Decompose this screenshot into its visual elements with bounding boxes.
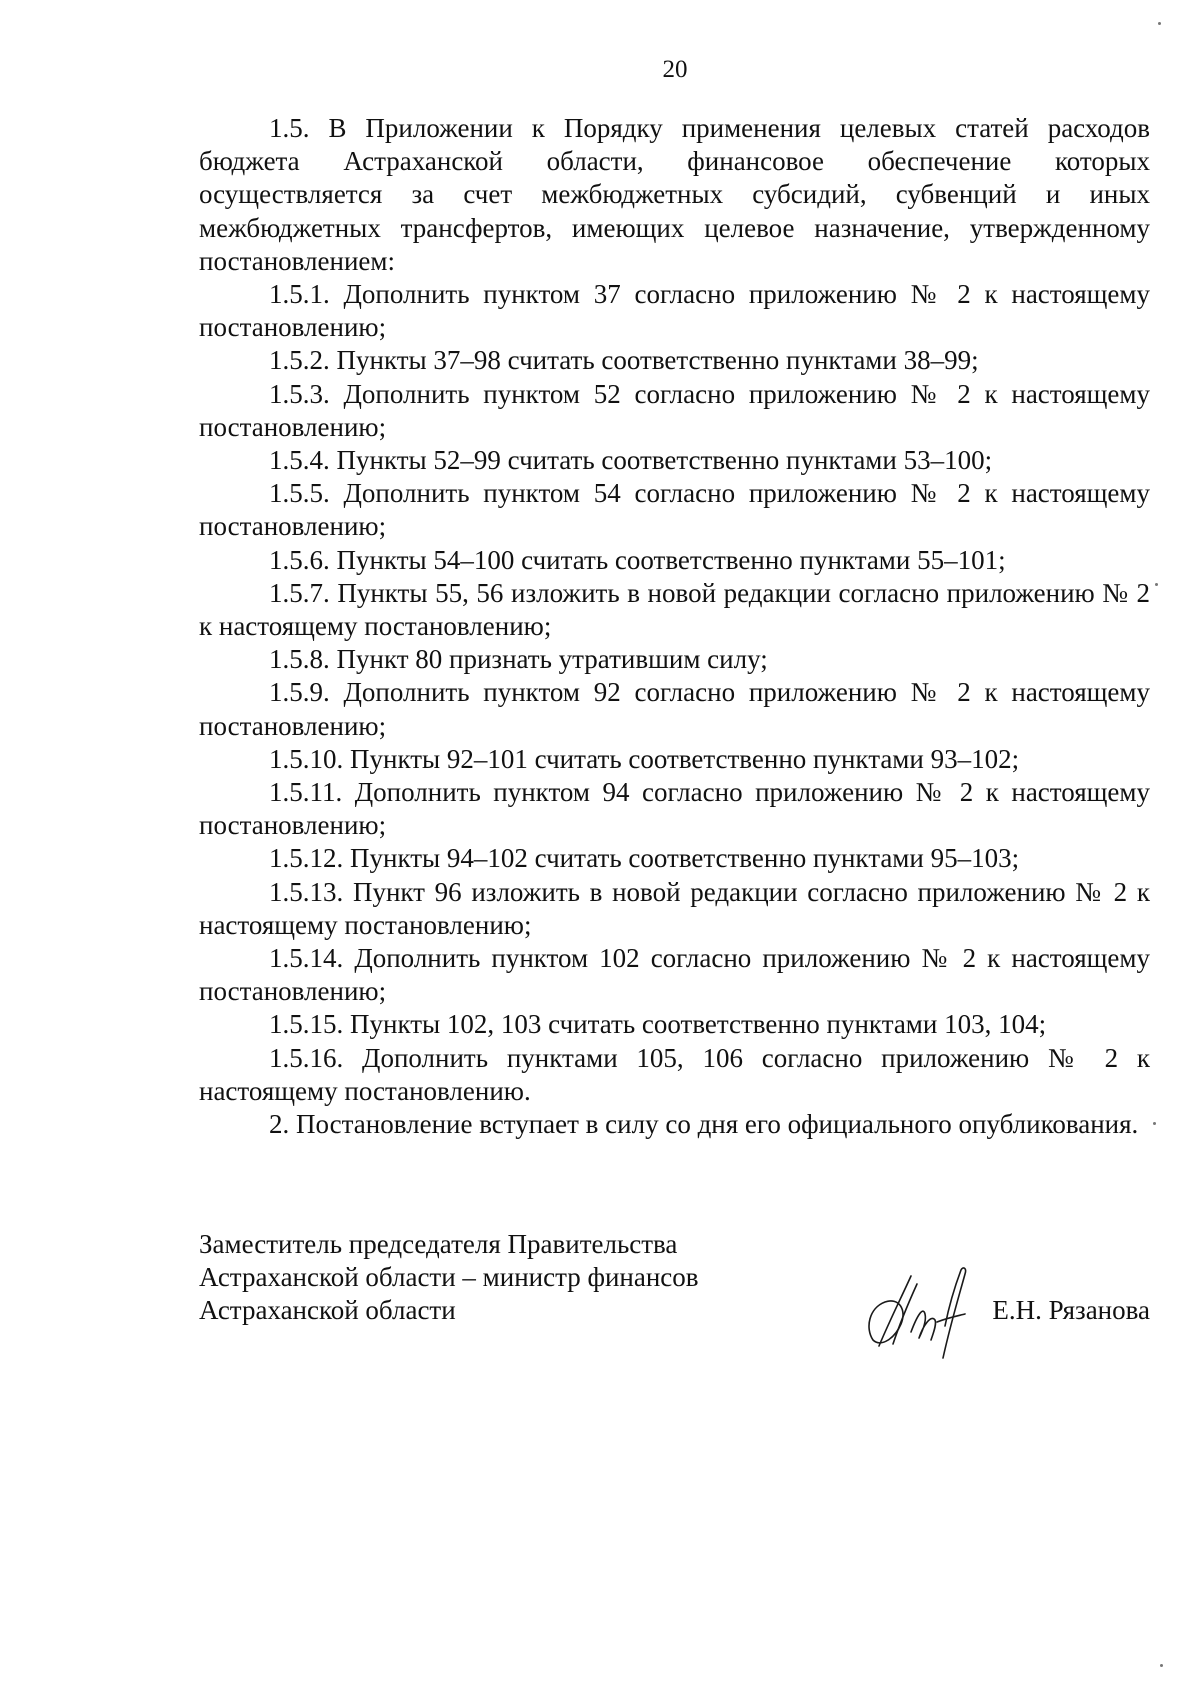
- scan-speck: [1153, 1122, 1156, 1125]
- paragraph-1-5-7: 1.5.7. Пункты 55, 56 изложить в новой редакции согласно приложению № 2 к настоящему постановлению;: [199, 577, 1150, 642]
- paragraph-1-5-2: 1.5.2. Пункты 37–98 считать соответственно пунктами 38–99;: [269, 345, 979, 376]
- paragraph-1-5-13: 1.5.13. Пункт 96 изложить в новой редакции согласно приложению № 2 к настоящему постановлению;: [199, 876, 1150, 940]
- document-body: [199, 112, 1150, 1141]
- paragraph-2: 2. Постановление вступает в силу со дня его официального опубликования.: [269, 1109, 1139, 1140]
- scan-speck: [1160, 1664, 1163, 1667]
- signer-name: Е.Н. Рязанова: [992, 1295, 1150, 1325]
- paragraph-1-5-1: 1.5.1. Дополнить пунктом 37 согласно приложению № 2 к настоящему постановлению;: [199, 279, 1150, 343]
- signer-title-line-3: Астраханской области: [199, 1295, 456, 1325]
- paragraph-1-5-4: 1.5.4. Пункты 52–99 считать соответственно пунктами 53–100;: [269, 445, 993, 476]
- paragraph-1-5-8: 1.5.8. Пункт 80 признать утратившим силу;: [269, 644, 768, 675]
- paragraph-1-5-11: 1.5.11. Дополнить пунктом 94 согласно приложению № 2 к настоящему постановлению;: [199, 777, 1150, 841]
- paragraph-1-5-9: 1.5.9. Дополнить пунктом 92 согласно приложению № 2 к настоящему постановлению;: [199, 677, 1150, 741]
- handwritten-signature: [859, 1262, 979, 1372]
- paragraph-1-5-10: 1.5.10. Пункты 92–101 считать соответственно пунктами 93–102;: [269, 743, 1020, 774]
- signature-block: [199, 1228, 1150, 1327]
- paragraph-1-5-3: 1.5.3. Дополнить пунктом 52 согласно приложению № 2 к настоящему постановлению;: [199, 378, 1150, 442]
- signer-title-line-2: Астраханской области – министр финансов: [199, 1262, 699, 1292]
- paragraph-1-5: 1.5. В Приложении к Порядку применения целевых статей расходов бюджета Астраханской области, финансовое обеспечение которых осуществляется за счет межбюджетных субсидий, субвенций и иных межбюджетных трансфертов, имеющих целевое назначение, утвержденному постановлением:: [199, 113, 1150, 276]
- page-number: 20: [662, 56, 688, 83]
- paragraph-1-5-14: 1.5.14. Дополнить пунктом 102 согласно приложению № 2 к настоящему постановлению;: [199, 943, 1150, 1007]
- paragraph-1-5-5: 1.5.5. Дополнить пунктом 54 согласно приложению № 2 к настоящему постановлению;: [199, 478, 1150, 542]
- scan-speck: [1155, 583, 1158, 586]
- paragraph-1-5-15: 1.5.15. Пункты 102, 103 считать соответственно пунктами 103, 104;: [269, 1009, 1047, 1040]
- paragraph-1-5-6: 1.5.6. Пункты 54–100 считать соответственно пунктами 55–101;: [269, 544, 1006, 575]
- paragraph-1-5-16: 1.5.16. Дополнить пунктами 105, 106 согласно приложению № 2 к настоящему постановлению.: [199, 1042, 1150, 1106]
- signer-title-line-1: Заместитель председателя Правительства: [199, 1229, 678, 1259]
- scan-speck: [1158, 22, 1161, 25]
- paragraph-1-5-12: 1.5.12. Пункты 94–102 считать соответственно пунктами 95–103;: [269, 843, 1020, 874]
